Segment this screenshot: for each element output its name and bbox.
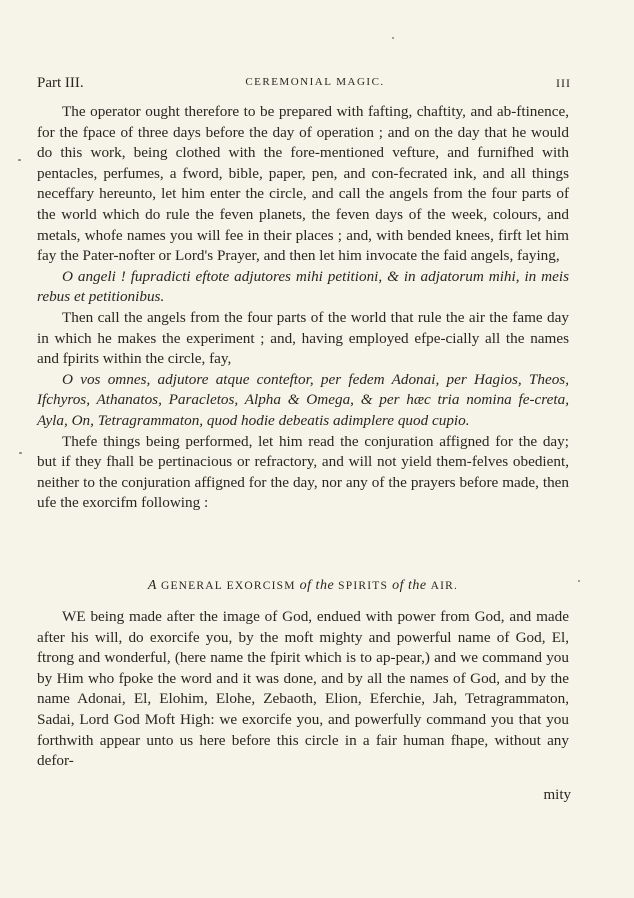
paragraph-conjuration: Thefe things being performed, let him read the conjuration affigned for the day; but if they fhall be pertinacious or refractory, and will not yield them-felves obedient, neither to the conjuration affigned for the day, nor any of the prayers before made, then ufe the exorcifm following : — [37, 432, 569, 512]
running-header — [37, 75, 571, 95]
paragraph-exorcism: WE being made after the image of God, endued with power from God, and made after his will, do exorcife you, by the moft mighty and powerful name of God, El, ftrong and wonderful, (here name the fpirit which is to ap-pear,) and we command you by Him who fpoke the word and it was done, and by all the names of God, and by the name Adonai, El, Elohim, Elohe, Zebaoth, Elion, Eferchie, Jah, Tetragrammaton, Sadai, Lord God Moft High: we exorcife you, and powerfully command you that you forthwith appear unto us here before this circle in a fair human fhape, without any defor- — [37, 608, 569, 770]
page-number: III — [556, 76, 571, 90]
paper-speck — [18, 159, 21, 161]
latin-invocation-1: O angeli ! fupradicti eftote adjutores mihi petitioni, & in adjatorum mihi, in meis rebus et petitionibus. — [37, 267, 569, 306]
paper-speck — [578, 580, 580, 582]
paper-speck — [392, 37, 394, 39]
running-title: CEREMONIAL MAGIC. — [245, 76, 385, 88]
paragraph-preparation: The operator ought therefore to be prepared with fafting, chaftity, and ab-ftinence, for the fpace of three days before the day of operation ; and on the day that he would do this work, being clothed with the fore-mentioned vefture, and furnifhed with pentacles, perfumes, a fword, bible, paper, pen, and con-fecrated ink, and all things neceffary hereunto, let him enter the circle, and call the angels from the four parts of the world which do rule the feven planets, the feven days of the week, colours, and metals, whofe names you will fee in their places ; and, with bended knees, firft let him fay the Pater-nofter or Lord's Prayer, and then let him invocate the faid angels, faying, — [37, 103, 569, 265]
paper-speck — [19, 452, 22, 454]
section-heading: A GENERAL EXORCISM of the SPIRITS of the AIR. — [147, 578, 459, 593]
part-label: Part III. — [37, 75, 84, 91]
latin-invocation-2: O vos omnes, adjutore atque conteftor, per fedem Adonai, per Hagios, Theos, Ifchyros, Athanatos, Paracletos, Alpha & Omega, & per hæc tria nomina fe-creta, Ayla, On, Tetragrammaton, quod hodie debeatis adimplere quod cupio. — [37, 370, 569, 429]
exorcism-text — [37, 607, 569, 772]
main-text — [37, 102, 569, 514]
catchword: mity — [543, 787, 571, 803]
paragraph-call-angels: Then call the angels from the four parts of the world that rule the air the fame day in which he makes the experiment ; and, having employed efpe-cially all the names and fpirits within the circle, fay, — [37, 308, 569, 368]
